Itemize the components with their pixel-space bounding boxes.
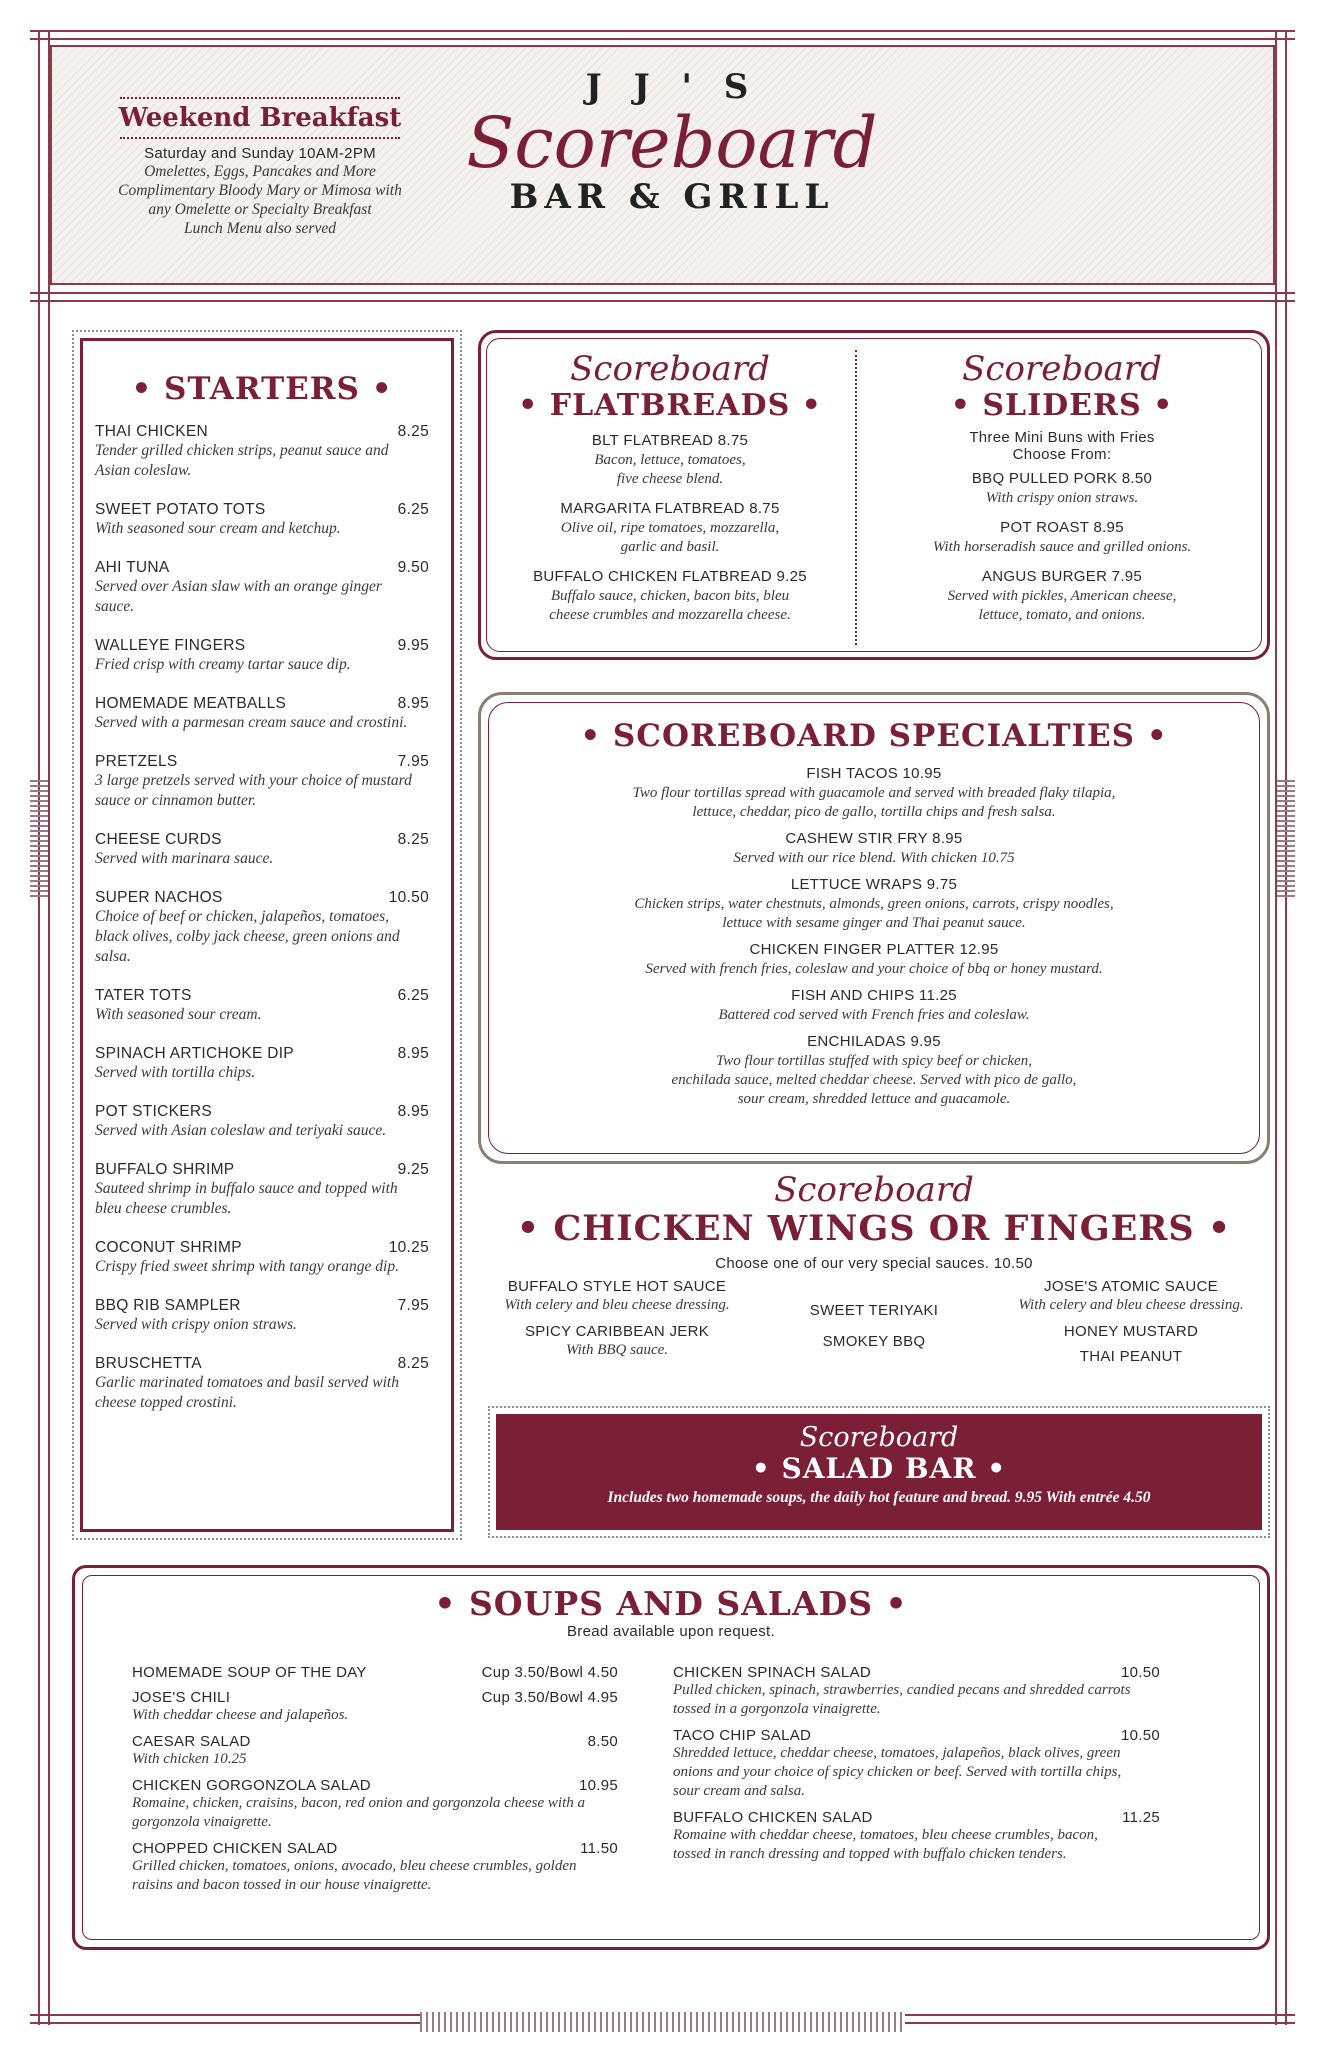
soup-salad-item: [132, 1689, 618, 1725]
wings-section: [478, 1172, 1270, 1373]
starter-desc: Served with Asian coleslaw and teriyaki sauce.: [95, 1122, 387, 1139]
specialty-item-desc: Served with our rice blend. With chicken 10.75: [733, 850, 1015, 866]
wings-title-text: CHICKEN WINGS OR FINGERS: [553, 1208, 1195, 1249]
starter-name: WALLEYE FINGERS: [95, 637, 246, 654]
slider-item: [862, 518, 1262, 557]
soups-right-column: [673, 1664, 1160, 1872]
starter-price: 9.95: [397, 637, 429, 654]
starter-price: 10.50: [388, 889, 429, 906]
wing-sauce: [996, 1323, 1266, 1340]
starter-item: [95, 695, 429, 733]
soups-title-text: SOUPS AND SALADS: [468, 1584, 874, 1623]
starter-name: COCONUT SHRIMP: [95, 1239, 242, 1256]
soup-salad-item: [132, 1840, 618, 1895]
starter-name: BRUSCHETTA: [95, 1355, 202, 1372]
wing-sauce-name: JOSE'S ATOMIC SAUCE: [1044, 1278, 1218, 1295]
starter-item: [95, 1103, 429, 1141]
soup-salad-item: [673, 1727, 1160, 1801]
specialty-item-desc: Battered cod served with French fries and coleslaw.: [718, 1007, 1030, 1023]
starter-item: [95, 987, 429, 1025]
soup-salad-desc: Pulled chicken, spinach, strawberries, candied pecans and shredded carrots tossed in a gorgonzola vinaigrette.: [673, 1682, 1131, 1717]
specialty-item-name: CHICKEN FINGER PLATTER 12.95: [749, 941, 999, 958]
wing-sauce-desc: With celery and bleu cheese dressing.: [1018, 1297, 1244, 1313]
soup-salad-item: [673, 1809, 1160, 1864]
sliders-section: [862, 350, 1262, 635]
specialty-item-desc: Two flour tortillas stuffed with spicy beef or chicken,: [716, 1053, 1032, 1069]
breakfast-dotline-bottom: [120, 137, 400, 139]
flatbreads-list: [490, 431, 850, 625]
specialties-list: [490, 764, 1258, 1109]
left-bar-ornament: [30, 780, 48, 900]
breakfast-line: Omelettes, Eggs, Pancakes and More: [144, 163, 376, 180]
starter-name: CHEESE CURDS: [95, 831, 222, 848]
wing-sauce-name: SWEET TERIYAKI: [809, 1302, 939, 1319]
soup-salad-item: [132, 1664, 618, 1681]
specialty-item-desc: Two flour tortillas spread with guacamole and served with breaded flaky tilapia,: [632, 785, 1116, 801]
slider-item-desc: lettuce, tomato, and onions.: [978, 607, 1146, 623]
soup-salad-desc: Shredded lettuce, cheddar cheese, tomatoes, jalapeños, black olives, green onions and your choice of spicy chicken or beef. Served with tortilla chips, sour cream and salsa.: [673, 1745, 1122, 1799]
starter-price: 6.25: [397, 501, 429, 518]
wing-sauce: [482, 1323, 752, 1360]
starter-item: [95, 831, 429, 869]
starter-desc: Served with marinara sauce.: [95, 850, 274, 867]
soup-salad-price: 10.95: [578, 1777, 618, 1794]
soup-salad-desc: With chicken 10.25: [132, 1751, 247, 1767]
frame-left-inner: [48, 30, 50, 2025]
soup-salad-name: CHOPPED CHICKEN SALAD: [132, 1840, 338, 1857]
specialty-item-name: LETTUCE WRAPS 9.75: [790, 876, 958, 893]
flatbread-item-desc: garlic and basil.: [620, 539, 720, 555]
logo-script: Scoreboard: [466, 102, 878, 184]
specialty-item-desc: lettuce with sesame ginger and Thai peanut sauce.: [722, 915, 1026, 931]
starter-item: [95, 1355, 429, 1413]
salad-bar-title: • SALAD BAR •: [751, 1452, 1007, 1485]
specialty-item-desc: enchilada sauce, melted cheddar cheese. Served with pico de gallo,: [671, 1072, 1077, 1088]
sliders-list: [862, 469, 1262, 625]
starter-name: THAI CHICKEN: [95, 423, 208, 440]
sliders-intro: Three Mini Buns with Fries: [969, 429, 1155, 446]
logo-bottom: BAR & GRILL: [509, 177, 835, 217]
starter-item: [95, 753, 429, 811]
starter-price: 8.95: [397, 1103, 429, 1120]
wing-sauce-desc: With BBQ sauce.: [565, 1342, 669, 1358]
flatbread-item: [490, 499, 850, 557]
flatbreads-section: [490, 350, 850, 635]
specialty-item-desc: Served with french fries, coleslaw and your choice of bbq or honey mustard.: [645, 961, 1103, 977]
wings-script: Scoreboard: [774, 1170, 974, 1210]
wing-sauce: [996, 1278, 1266, 1315]
wings-col1: [482, 1278, 752, 1373]
starter-desc: Fried crisp with creamy tartar sauce dip.: [95, 656, 351, 673]
flat-slider-divider: [855, 350, 857, 645]
breakfast-dotline-top: [120, 97, 400, 99]
slider-item-desc: With horseradish sauce and grilled onions.: [932, 539, 1192, 555]
starter-item: [95, 1161, 429, 1219]
specialty-item-desc: sour cream, shredded lettuce and guacamole.: [737, 1091, 1011, 1107]
bottom-bar-ornament: [420, 2012, 905, 2032]
breakfast-line: any Omelette or Specialty Breakfast: [148, 201, 372, 218]
starter-name: PRETZELS: [95, 753, 178, 770]
soup-salad-item: [132, 1733, 618, 1769]
soup-salad-desc: Romaine, chicken, craisins, bacon, red onion and gorgonzola cheese with a gorgonzola vinaigrette.: [132, 1795, 585, 1830]
starter-price: 8.25: [397, 831, 429, 848]
starter-price: 10.25: [388, 1239, 429, 1256]
soup-salad-price: 8.50: [587, 1733, 618, 1750]
starter-name: BUFFALO SHRIMP: [95, 1161, 235, 1178]
soup-salad-name: CHICKEN SPINACH SALAD: [673, 1664, 872, 1681]
header-banner: [50, 45, 1275, 285]
soup-salad-price: Cup 3.50/Bowl 4.95: [481, 1689, 618, 1706]
starter-name: BBQ RIB SAMPLER: [95, 1297, 241, 1314]
starter-name: HOMEMADE MEATBALLS: [95, 695, 287, 712]
specialty-item: [490, 986, 1258, 1025]
soup-salad-name: TACO CHIP SALAD: [673, 1727, 812, 1744]
specialty-item-desc: lettuce, cheddar, pico de gallo, tortilla chips and fresh salsa.: [692, 804, 1056, 820]
soup-salad-name: BUFFALO CHICKEN SALAD: [673, 1809, 873, 1826]
soups-left-column: [132, 1664, 618, 1903]
starter-item: [95, 889, 429, 967]
specialty-item-name: FISH TACOS 10.95: [806, 765, 942, 782]
flatbreads-title: • FLATBREADS •: [518, 388, 822, 423]
starter-price: 7.95: [397, 1297, 429, 1314]
starter-desc: Crispy fried sweet shrimp with tangy orange dip.: [95, 1258, 399, 1275]
specialty-item-name: CASHEW STIR FRY 8.95: [785, 830, 963, 847]
starter-desc: 3 large pretzels served with your choice of mustard sauce or cinnamon butter.: [95, 772, 412, 809]
starter-name: POT STICKERS: [95, 1103, 213, 1120]
starter-item: [95, 559, 429, 617]
wing-sauce-name: THAI PEANUT: [1079, 1348, 1183, 1365]
logo: [432, 67, 912, 217]
soup-salad-item: [132, 1777, 618, 1832]
flatbread-item-name: MARGARITA FLATBREAD 8.75: [560, 500, 780, 517]
flatbreads-title-text: FLATBREADS: [549, 388, 791, 423]
wing-sauce: [482, 1278, 752, 1315]
slider-item-desc: With crispy onion straws.: [985, 490, 1139, 506]
flatbreads-script: Scoreboard: [570, 349, 770, 389]
salad-bar-script: Scoreboard: [799, 1422, 959, 1453]
starter-price: 7.95: [397, 753, 429, 770]
starter-price: 8.95: [397, 695, 429, 712]
wing-sauce-name: HONEY MUSTARD: [1063, 1323, 1199, 1340]
slider-item-name: BBQ PULLED PORK 8.50: [971, 470, 1153, 487]
soup-salad-desc: Grilled chicken, tomatoes, onions, avocado, bleu cheese crumbles, golden raisins and bacon tossed in our house vinaigrette.: [132, 1858, 577, 1893]
header-sep-line-2: [30, 300, 1295, 302]
logo-top: J J ' S: [585, 67, 759, 107]
starter-name: SWEET POTATO TOTS: [95, 501, 266, 518]
specialty-item: [490, 940, 1258, 979]
slider-item-name: ANGUS BURGER 7.95: [981, 568, 1143, 585]
slider-item-desc: Served with pickles, American cheese,: [947, 588, 1177, 604]
wing-sauce-name: SPICY CARIBBEAN JERK: [524, 1323, 710, 1340]
flatbread-item-desc: cheese crumbles and mozzarella cheese.: [549, 607, 791, 623]
frame-left-outer: [38, 30, 40, 2025]
soups-subtitle: Bread available upon request.: [566, 1623, 775, 1640]
wings-columns: [478, 1278, 1270, 1373]
flatbread-item-desc: Olive oil, ripe tomatoes, mozzarella,: [560, 520, 780, 536]
starter-desc: Tender grilled chicken strips, peanut sauce and Asian coleslaw.: [95, 442, 389, 479]
specialty-item-name: FISH AND CHIPS 11.25: [791, 987, 957, 1004]
breakfast-line: Lunch Menu also served: [184, 220, 336, 237]
starter-desc: Garlic marinated tomatoes and basil served with cheese topped crostini.: [95, 1374, 399, 1411]
breakfast-hours: Saturday and Sunday 10AM-2PM: [144, 145, 376, 162]
starter-price: 9.25: [397, 1161, 429, 1178]
starter-name: TATER TOTS: [95, 987, 192, 1004]
starter-price: 8.25: [397, 423, 429, 440]
specialty-item: [490, 875, 1258, 933]
flatbread-item: [490, 567, 850, 625]
soup-salad-price: 11.25: [1122, 1809, 1160, 1826]
starter-price: 6.25: [397, 987, 429, 1004]
soup-salad-price: 10.50: [1120, 1727, 1160, 1744]
wing-sauce-name: SMOKEY BBQ: [822, 1333, 926, 1350]
flatbread-item-name: BLT FLATBREAD 8.75: [591, 432, 749, 449]
starter-item: [95, 637, 429, 675]
sliders-title: • SLIDERS •: [950, 388, 1174, 423]
starter-name: AHI TUNA: [95, 559, 170, 576]
specialty-item: [490, 764, 1258, 822]
starters-list: [95, 423, 429, 1413]
soups-header: [82, 1584, 1260, 1640]
sliders-intro: Choose From:: [1012, 446, 1112, 463]
soup-salad-price: Cup 3.50/Bowl 4.50: [481, 1664, 618, 1681]
frame-right-inner: [1275, 30, 1277, 2025]
starter-name: SPINACH ARTICHOKE DIP: [95, 1045, 294, 1062]
frame-top-inner: [30, 38, 1295, 40]
sliders-title-text: SLIDERS: [982, 388, 1142, 423]
wings-col2: [769, 1278, 979, 1373]
soup-salad-item: [673, 1664, 1160, 1719]
starter-desc: Served over Asian slaw with an orange ginger sauce.: [95, 578, 382, 615]
starters-title: • STARTERS •: [131, 371, 393, 407]
wing-sauce: [996, 1348, 1266, 1365]
soup-salad-desc: With cheddar cheese and jalapeños.: [132, 1707, 349, 1723]
flatbread-item: [490, 431, 850, 489]
slider-item: [862, 469, 1262, 508]
specialties-title-text: SCOREBOARD SPECIALTIES: [612, 718, 1136, 754]
header-sep-line: [30, 292, 1295, 294]
starter-desc: Served with crispy onion straws.: [95, 1316, 297, 1333]
wings-intro: Choose one of our very special sauces. 10.50: [715, 1255, 1033, 1272]
starter-item: [95, 423, 429, 481]
salad-bar-desc: Includes two homemade soups, the daily hot feature and bread. 9.95 With entrée 4.50: [607, 1489, 1151, 1506]
wing-sauce-name: BUFFALO STYLE HOT SAUCE: [507, 1278, 727, 1295]
specialty-item-desc: Chicken strips, water chestnuts, almonds, green onions, carrots, crispy noodles,: [634, 896, 1114, 912]
flatbread-item-name: BUFFALO CHICKEN FLATBREAD 9.25: [533, 568, 807, 585]
slider-item: [862, 567, 1262, 625]
soup-salad-price: 10.50: [1120, 1664, 1160, 1681]
soup-salad-desc: Romaine with cheddar cheese, tomatoes, bleu cheese crumbles, bacon, tossed in ranch dressing and topped with buffalo chicken tenders.: [673, 1827, 1098, 1862]
starter-desc: Choice of beef or chicken, jalapeños, tomatoes, black olives, colby jack cheese, green onions and salsa.: [95, 908, 400, 965]
breakfast-block: [80, 97, 440, 238]
frame-top-outer: [30, 30, 1295, 32]
starter-desc: With seasoned sour cream and ketchup.: [95, 520, 341, 537]
starter-desc: Sauteed shrimp in buffalo sauce and topped with bleu cheese crumbles.: [95, 1180, 398, 1217]
specialties-title: • SCOREBOARD SPECIALTIES •: [580, 718, 1168, 754]
flatbread-item-desc: five cheese blend.: [616, 471, 724, 487]
slider-item-name: POT ROAST 8.95: [1000, 519, 1124, 536]
breakfast-title: Weekend Breakfast: [118, 103, 402, 133]
starter-desc: Served with tortilla chips.: [95, 1064, 256, 1081]
starter-desc: Served with a parmesan cream sauce and crostini.: [95, 714, 408, 731]
starter-price: 8.95: [397, 1045, 429, 1062]
starter-item: [95, 1239, 429, 1277]
starter-item: [95, 1045, 429, 1083]
starters-panel: [80, 338, 454, 1532]
soup-salad-name: CAESAR SALAD: [132, 1733, 251, 1750]
starter-item: [95, 501, 429, 539]
salad-bar-title-text: SALAD BAR: [781, 1452, 977, 1485]
soups-title: • SOUPS AND SALADS •: [434, 1584, 908, 1623]
starter-price: 9.50: [397, 559, 429, 576]
wings-title: • CHICKEN WINGS OR FINGERS •: [516, 1208, 1232, 1249]
starters-title-text: STARTERS: [164, 371, 360, 407]
breakfast-line: Complimentary Bloody Mary or Mimosa with: [118, 182, 402, 199]
salad-bar-panel: [496, 1414, 1262, 1530]
specialty-item: [490, 1032, 1258, 1109]
wings-col3: [996, 1278, 1266, 1373]
sliders-script: Scoreboard: [962, 349, 1162, 389]
flatbread-item-desc: Buffalo sauce, chicken, bacon bits, bleu: [550, 588, 790, 604]
soup-salad-name: JOSE'S CHILI: [132, 1689, 231, 1706]
flatbread-item-desc: Bacon, lettuce, tomatoes,: [594, 452, 746, 468]
right-bar-ornament: [1277, 780, 1295, 900]
specialties-section: [490, 718, 1258, 1116]
specialty-item-name: ENCHILADAS 9.95: [807, 1033, 941, 1050]
soup-salad-name: HOMEMADE SOUP OF THE DAY: [132, 1664, 367, 1681]
wing-sauce-desc: With celery and bleu cheese dressing.: [504, 1297, 730, 1313]
starter-desc: With seasoned sour cream.: [95, 1006, 262, 1023]
starter-item: [95, 1297, 429, 1335]
frame-right-outer: [1285, 30, 1287, 2025]
starter-name: SUPER NACHOS: [95, 889, 223, 906]
specialty-item: [490, 829, 1258, 868]
starter-price: 8.25: [397, 1355, 429, 1372]
soup-salad-price: 11.50: [580, 1840, 618, 1857]
soup-salad-name: CHICKEN GORGONZOLA SALAD: [132, 1777, 371, 1794]
